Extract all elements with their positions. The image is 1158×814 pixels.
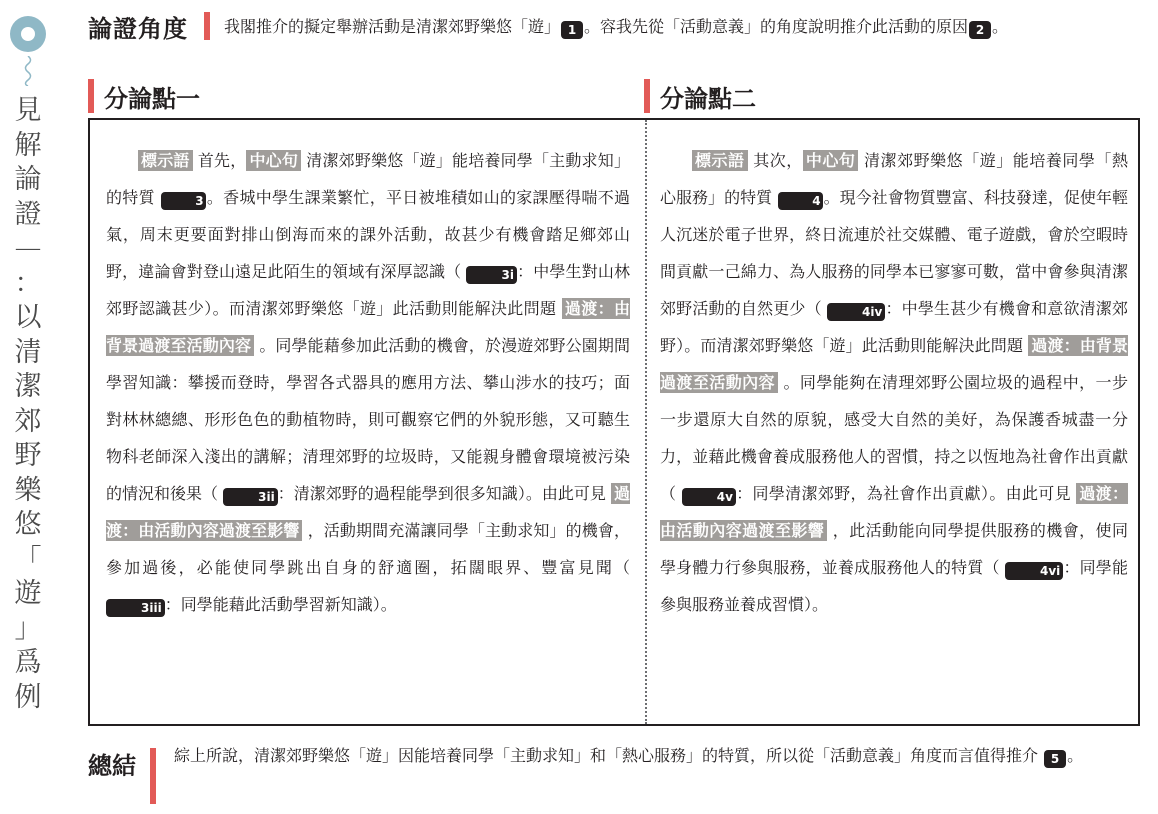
sub-point-1-title: 分論點一 [104, 83, 200, 113]
ref-badge-4iv: 4iv [827, 303, 885, 321]
vertical-title-char: 爲 [14, 647, 42, 678]
number-badge-1: 1 [561, 21, 583, 39]
sub-point-2-body [660, 142, 1128, 623]
number-badge-4: 4 [778, 192, 822, 210]
vertical-title-char: 」 [14, 612, 42, 644]
tag-transition: 過渡：由活動內容過渡至影響 [660, 484, 1128, 540]
vertical-title-char: 「 [14, 543, 42, 575]
text-segment: 。 [1067, 746, 1084, 765]
text-segment: 。同學能夠在清理郊野公園垃圾的過程中，一步一步還原大自然的原貌，感受大自然的美好，為保護香城盡一分力，並藉此機會養成服務他人的習慣，持之以恆地為社會作出貢獻（ [660, 373, 1128, 503]
tag-label-marker: 標示語 [692, 150, 748, 171]
number-badge-5: 5 [1044, 750, 1066, 768]
argument-angle-text [224, 14, 1008, 39]
ref-badge-4v: 4v [682, 488, 736, 506]
vertical-title-char: 潔 [14, 371, 42, 402]
tag-transition: 過渡：由背景過渡至活動內容 [106, 299, 630, 355]
side-strip [0, 0, 62, 814]
vertical-title-char: ： [14, 267, 42, 299]
sub-point-2-title: 分論點二 [660, 83, 756, 113]
vertical-chapter-title [8, 94, 48, 715]
text-segment: 。同學能藉參加此活動的機會，於漫遊郊野公園期間學習知識：攀援而登時，學習各式器具的應用方法、攀山涉水的技巧；面對林林總總、形形色色的動植物時，則可觀察它們的外貌形態，又可聽生物科老師深入淺出的講解；清理郊野的垃圾時，又能親身體會環境被污染的情況和後果（ [106, 336, 630, 503]
argument-angle-heading: 論證角度 [88, 13, 188, 43]
text-segment: 我閣推介的擬定舉辦活動是清潔郊野樂悠「遊」 [224, 16, 561, 36]
text-segment: 。香城中學生課業繁忙，平日被堆積如山的家課壓得喘不過氣，周末更要面對排山倒海而來的課外活動，故甚少有機會踏足鄉郊山野，違論會對登山遠足此陌生的領域有深厚認識（ [106, 188, 630, 281]
vertical-title-char: 悠 [14, 509, 42, 540]
conclusion-heading: 總結 [88, 751, 136, 780]
tag-label-marker: 標示語 [138, 150, 193, 171]
ref-badge-3iii: 3iii [106, 599, 165, 617]
wavy-line-icon [21, 56, 35, 86]
text-segment: ：同學能藉此活動學習新知識）。 [164, 595, 397, 614]
vertical-title-char: 解 [14, 129, 42, 161]
text-segment: ，此活動能向同學提供服務的機會，使同學身體力行參與服務，並養成服務他人的特質（ [660, 521, 1128, 577]
text-segment: ：中學生對山林郊野認識甚少）。而清潔郊野樂悠「遊」此活動則能解決此問題 [106, 262, 630, 318]
vertical-title-char: 證 [14, 198, 42, 230]
text-segment: ，活動期間充滿讓同學「主動求知」的機會，參加過後，必能使同學跳出自身的舒適圈，拓闊眼界、豐富見聞（ [106, 521, 630, 577]
ref-badge-3i: 3i [466, 266, 516, 284]
text-segment: 。容我先從「活動意義」的角度說明推介此活動的原因 [584, 16, 969, 36]
text-segment: 其次， [753, 151, 803, 170]
text-segment: 。現今社會物質豐富、科技發達，促使年輕人沉迷於電子世界，終日流連於社交媒體、電子遊戲，會於空暇時間貢獻一己綿力、為人服務的同學本已寥寥可數，當中會參與清潔郊野活動的自然更少（ [660, 188, 1128, 318]
vertical-title-char: 樂 [14, 474, 42, 506]
red-bar-icon [204, 12, 210, 40]
red-bar-icon [88, 79, 94, 113]
red-bar-icon [644, 79, 650, 113]
column-divider [645, 120, 647, 724]
text-segment: ：同學清潔郊野，為社會作出貢獻）。由此可見 [735, 484, 1071, 503]
vertical-title-char: 野 [14, 440, 42, 471]
arguments-box [88, 118, 1140, 726]
tag-transition: 過渡：由背景過渡至活動內容 [660, 336, 1128, 392]
sub-point-1-body [106, 142, 630, 623]
text-segment: 清潔郊野樂悠「遊」能培養同學「主動求知」的特質 [106, 151, 630, 207]
vertical-title-char: 見 [14, 95, 42, 126]
sub-point-1-paragraph [106, 142, 630, 623]
ref-badge-4vi: 4vi [1005, 562, 1063, 580]
vertical-title-char: 例 [14, 681, 42, 713]
vertical-title-char: 清 [14, 336, 42, 368]
text-segment: ：清潔郊野的過程能學到很多知識）。由此可見 [277, 484, 606, 503]
ref-badge-3ii: 3ii [223, 488, 278, 506]
tag-central-sentence: 中心句 [246, 150, 301, 171]
red-bar-icon [150, 748, 156, 804]
argument-angle-line [88, 9, 1148, 43]
text-segment: 首先， [197, 151, 247, 170]
sub-point-2-paragraph [660, 142, 1128, 623]
vertical-title-char: 郊 [14, 405, 42, 437]
conclusion-text [174, 742, 1146, 769]
sub-point-2-header [644, 78, 756, 114]
text-segment: 清潔郊野樂悠「遊」能培養同學「熱心服務」的特質 [660, 151, 1128, 207]
vertical-title-char: 以 [14, 302, 42, 333]
sub-point-1-header [88, 78, 200, 114]
number-badge-3: 3 [161, 192, 205, 210]
circle-marker-icon [10, 16, 46, 52]
text-segment: ：中學生甚少有機會和意欲清潔郊野）。而清潔郊野樂悠「遊」此活動則能解決此問題 [660, 299, 1128, 355]
text-segment: 綜上所說，清潔郊野樂悠「遊」因能培養同學「主動求知」和「熱心服務」的特質，所以從「活動意義」角度而言值得推介 [174, 746, 1039, 765]
number-badge-2: 2 [969, 21, 991, 39]
vertical-title-char: 遊 [14, 578, 42, 609]
text-segment: 。 [992, 16, 1009, 36]
text-segment: ：同學能參與服務並養成習慣）。 [660, 558, 1128, 614]
vertical-title-char: 論 [14, 164, 42, 195]
vertical-title-char: — [14, 233, 42, 264]
tag-central-sentence: 中心句 [803, 150, 859, 171]
tag-transition: 過渡：由活動內容過渡至影響 [106, 484, 630, 540]
